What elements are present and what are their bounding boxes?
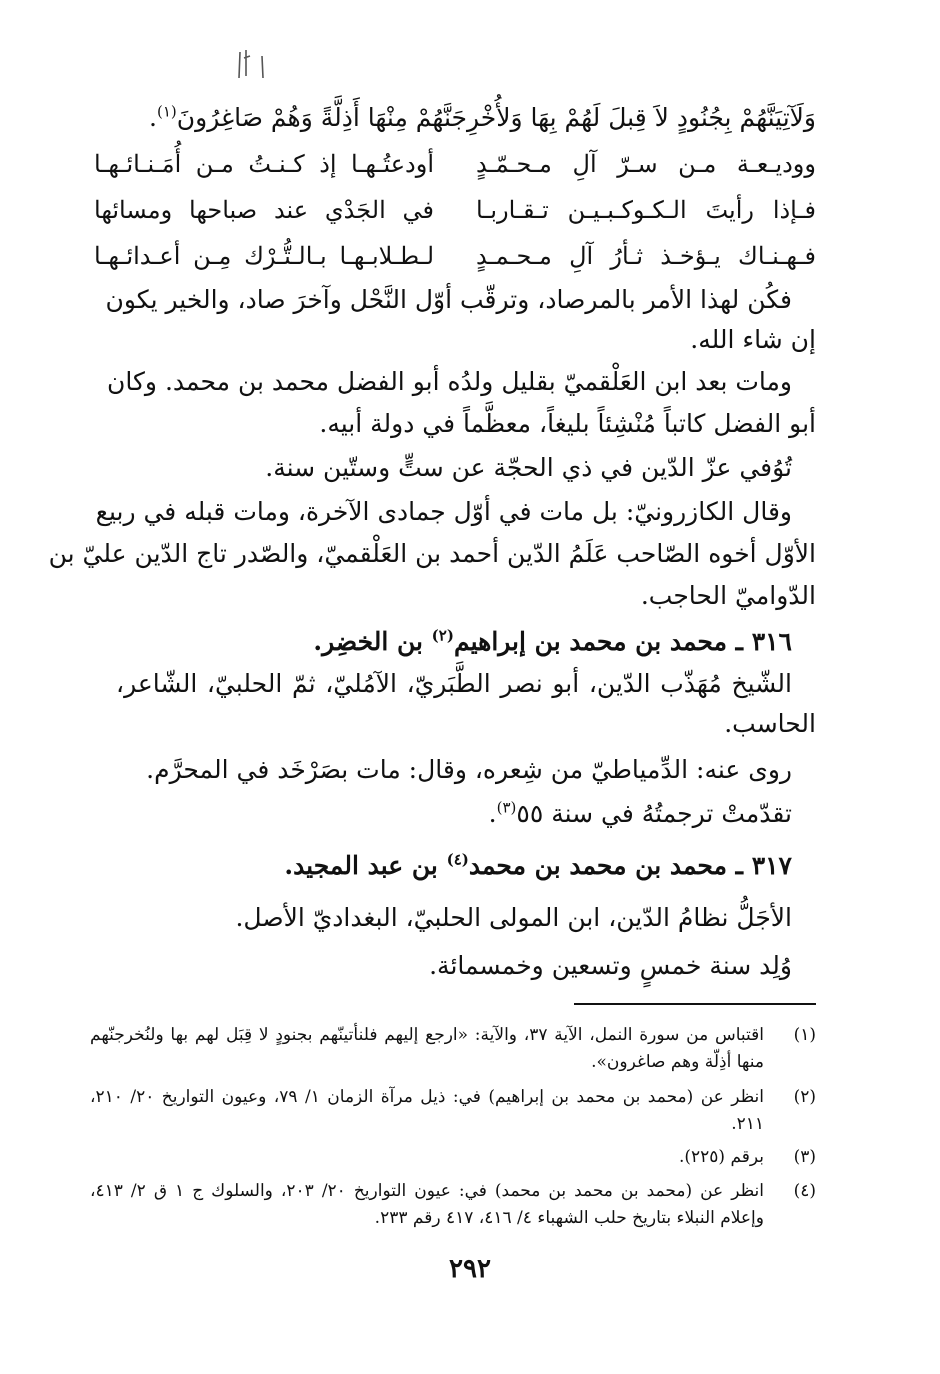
footnote-text: انظر عن (محمد بن محمد بن محمد) في: عيون التواريخ ٢٠/ ٢٠٣، والسلوك ج ١ ق ٢/ ٤١٣، وإعلام النبلاء بتاريخ حلب الشهباء ٤/ ٤١٦، ٤١٧ رقم ٢٣٣.: [90, 1181, 764, 1228]
verse-first-hemistich: فـهـنـاك يـؤخـذ ثـأرُ آلِ مـحـمـدٍ: [476, 242, 816, 270]
entry-heading: ٣١٧ ـ محمد بن محمد بن محمد$^{(٤)}$ بن عبد المجيد.: [284, 850, 792, 880]
poem-verse: [94, 190, 816, 230]
entry-line: الحاسب.: [724, 709, 816, 738]
entry-line: الأجَلُّ نظامُ الدّين، ابن المولى الحلبيّ، البغداديّ الأصل.: [235, 903, 792, 932]
footnote-divider: [574, 1003, 816, 1005]
page-number: ٢٩٢: [449, 1254, 491, 1284]
entry-line: الشّيخ مُهَذّب الدّين، أبو نصر الطَّبَريّ، الآمُليّ، ثمّ الحلبيّ، الشّاعر،: [116, 669, 792, 698]
entry-line: تقدّمتْ ترجمتُهُ في سنة ٥٥$^{(٣)}$.: [488, 798, 792, 828]
footnote-number: (٣): [793, 1147, 816, 1167]
entry-line: وُلِد سنة خمسٍ وتسعين وخمسمائة.: [429, 951, 792, 980]
paragraph-line: وقال الكازرونيّ: بل مات في أوّل جمادى الآخرة، ومات قبله في ربيع: [95, 497, 792, 526]
poem-verse: [94, 144, 816, 184]
footnote-number: (٢): [793, 1087, 816, 1107]
paragraph-line: إن شاء الله.: [690, 325, 816, 354]
footnote-text: انظر عن (محمد بن محمد بن إبراهيم) في: ذيل مرآة الزمان ١/ ٧٩، وعيون التواريخ ٢٠/ ٢١٠، ٢١١.: [90, 1087, 764, 1134]
quran-quote-line: وَلَآتِيَنَّهُمْ بِجُنُودٍ لاَ قِبلَ لَهُمْ بِهَا وَلأُخْرِجَنَّهُمْ مِنْهَا أَذِلَّةً وَهُمْ صَاغِرُونَ$^{(١)}$.: [149, 102, 816, 132]
paragraph-line: أبو الفضل كاتباً مُنْشِئاً بليغاً، معظَّماً في دولة أبيه.: [319, 409, 816, 438]
paragraph-line: الأوّل أخوه الصّاحب عَلَمُ الدّين أحمد بن العَلْقميّ، والصّدر تاج الدّين عليّ بن: [48, 539, 816, 568]
footnote-ref: (٣): [496, 798, 517, 817]
footnote: [90, 1022, 816, 1078]
footnote-ref: (١): [157, 102, 177, 121]
footnote: [90, 1144, 816, 1172]
footnote-number: (٤): [793, 1181, 816, 1201]
paragraph-line: الدّواميّ الحاجب.: [640, 581, 816, 610]
footnote: [90, 1084, 816, 1140]
footnote-ref: (٤): [446, 850, 469, 869]
footnote-ref: (٢): [431, 626, 454, 645]
paragraph-line: فكُن لهذا الأمر بالمرصاد، وترقّب أوّل النَّحْل وآخرَ صاد، والخير يكون: [105, 285, 792, 314]
quran-quote-text: وَلَآتِيَنَّهُمْ بِجُنُودٍ لاَ قِبلَ لَهُمْ بِهَا وَلأُخْرِجَنَّهُمْ مِنْهَا أَذِلَّةً وَهُمْ صَاغِرُونَ: [176, 103, 816, 132]
verse-second-hemistich: في الجَدْي عند صباحها ومسائها: [94, 196, 434, 224]
paragraph-line: ومات بعد ابن العَلْقميّ بقليل ولدُه أبو الفضل محمد بن محمد. وكان: [107, 367, 792, 396]
entry-line: روى عنه: الدِّمياطيّ من شِعره، وقال: مات بصَرْخَد في المحرَّم.: [146, 755, 792, 784]
verse-second-hemistich: لـطـلابـهـا بـالـتُّـرْك مِـن أعـدائـهـا: [94, 242, 434, 270]
footnote-text: برقم (٢٢٥).: [678, 1147, 764, 1167]
paragraph-line: تُوُفي عزّ الدّين في ذي الحجّة عن ستٍّ وستّين سنة.: [265, 453, 792, 482]
poem-verse: [94, 236, 816, 276]
verse-first-hemistich: ووديـعـة مـن سـرّ آلِ مـحـمّـدٍ: [476, 150, 816, 178]
verse-first-hemistich: فـإذا رأيتَ الـكـوكـبـيـن تـقـاربـا: [476, 196, 816, 224]
footnote: [90, 1178, 816, 1234]
entry-heading: ٣١٦ ـ محمد بن محمد بن إبراهيم$^{(٢)}$ بن الخضِر.: [313, 626, 792, 656]
footnote-number: (١): [793, 1025, 816, 1045]
footnote-text: اقتباس من سورة النمل، الآية ٣٧، والآية: «ارجع إليهم فلنأتينّهم بجنودٍ لا قِبَل لهم بها ولنُخرجنّهم منها أذِلّة وهم صاغرون».: [90, 1025, 764, 1072]
scan-mark-icon: [232, 48, 272, 84]
verse-second-hemistich: أودعتُـهـا إذ كـنـتُ مـن أُمَـنـائـهـا: [94, 150, 434, 178]
